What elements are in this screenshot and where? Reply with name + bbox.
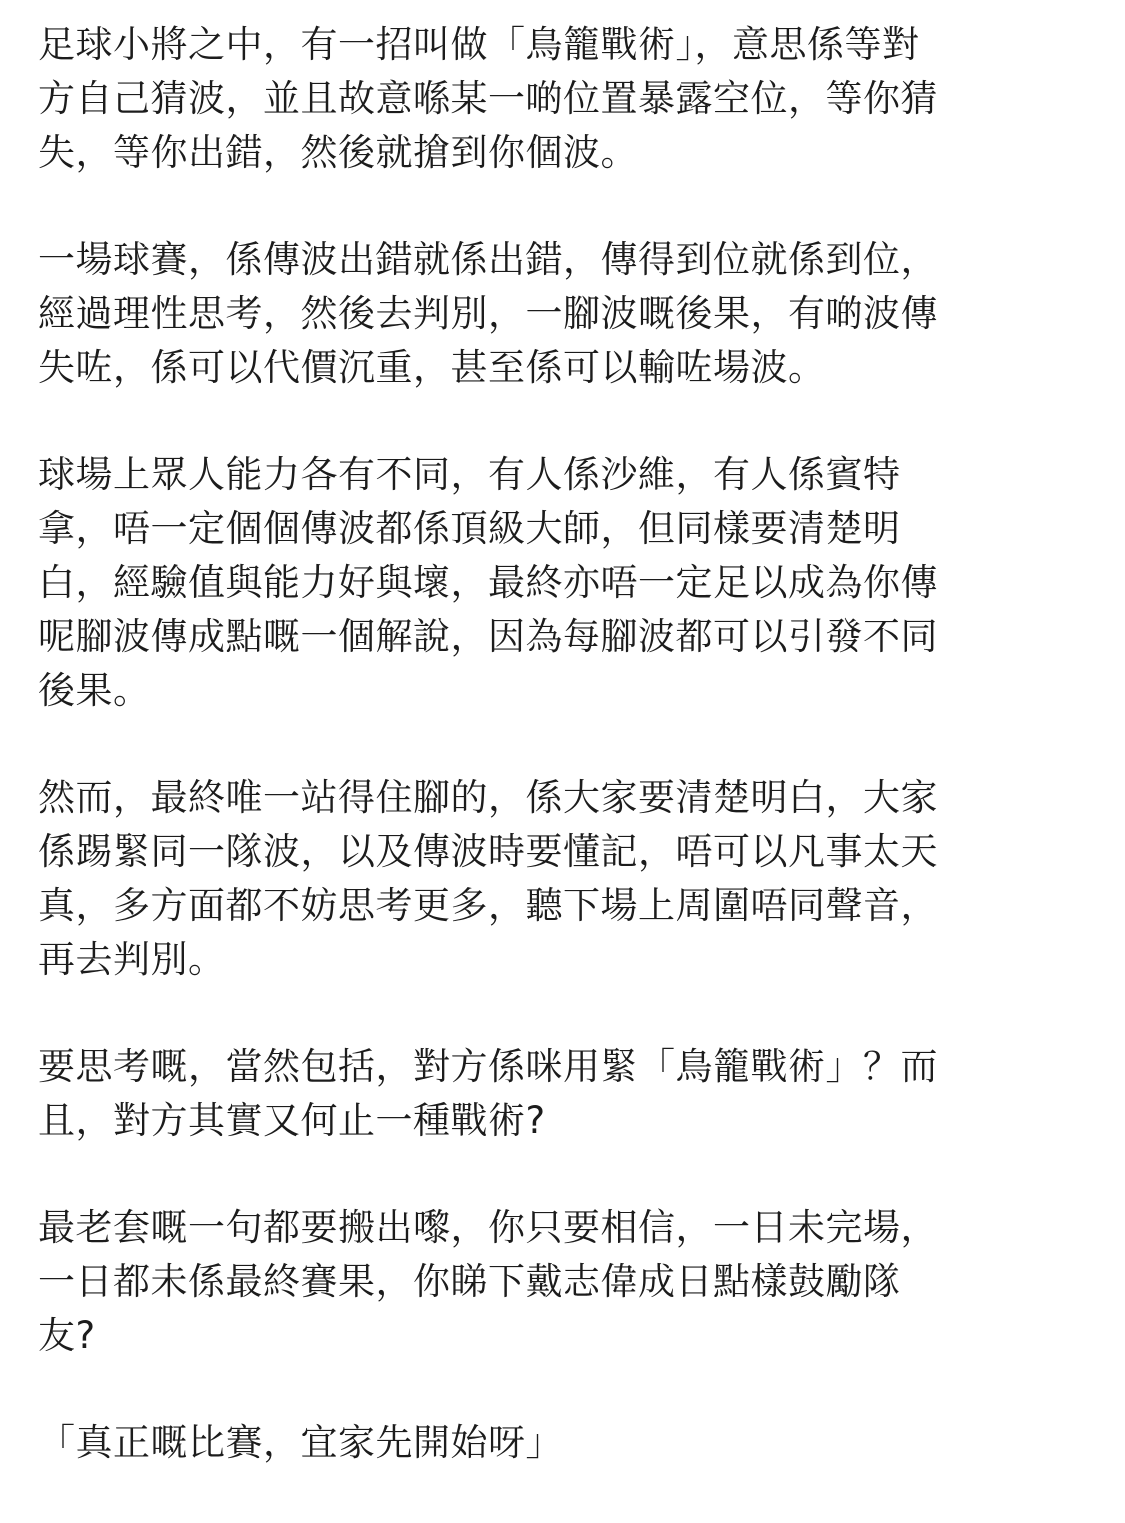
text-line: 友?	[38, 1314, 96, 1357]
text-line: 要思考嘅，當然包括，對方係咪用緊「鳥籠戰術」？而	[38, 1045, 938, 1088]
paragraph-2	[38, 233, 1098, 395]
text-line: 再去判別。	[38, 938, 226, 981]
text-line: 然而，最終唯一站得住腳的，係大家要清楚明白，大家	[38, 776, 938, 819]
text-line: 最老套嘅一句都要搬出嚟，你只要相信，一日未完場，	[38, 1206, 938, 1249]
text-line: 係踢緊同一隊波，以及傳波時要懂記，唔可以凡事太天	[38, 830, 938, 873]
text-line: 白，經驗值與能力好與壞，最終亦唔一定足以成為你傳	[38, 561, 938, 604]
text-line: 足球小將之中，有一招叫做「鳥籠戰術」，意思係等對	[38, 23, 920, 66]
closing-quote: 「真正嘅比賽，宜家先開始呀」	[38, 1421, 563, 1464]
paragraph-5	[38, 1040, 1098, 1148]
text-line: 真，多方面都不妨思考更多，聽下場上周圍唔同聲音，	[38, 884, 938, 927]
text-line: 呢腳波傳成點嘅一個解說，因為每腳波都可以引發不同	[38, 615, 938, 658]
text-line: 經過理性思考，然後去判別，一腳波嘅後果，有啲波傳	[38, 292, 938, 335]
text-line: 一場球賽，係傳波出錯就係出錯，傳得到位就係到位，	[38, 238, 938, 281]
text-line: 方自己猜波，並且故意喺某一啲位置暴露空位，等你猜	[38, 77, 938, 120]
text-line: 一日都未係最終賽果，你睇下戴志偉成日點樣鼓勵隊	[38, 1260, 901, 1303]
text-line: 球場上眾人能力各有不同，有人係沙維，有人係賓特	[38, 453, 901, 496]
text-line: 後果。	[38, 669, 151, 712]
text-line: 失，等你出錯，然後就搶到你個波。	[38, 131, 638, 174]
post-body	[38, 18, 1098, 1523]
paragraph-4	[38, 771, 1098, 987]
paragraph-6	[38, 1201, 1098, 1363]
text-line: 且，對方其實又何止一種戰術?	[38, 1099, 546, 1142]
text-line: 失咗，係可以代價沉重，甚至係可以輸咗場波。	[38, 346, 826, 389]
text-line: 拿，唔一定個個傳波都係頂級大師，但同樣要清楚明	[38, 507, 901, 550]
paragraph-3	[38, 448, 1098, 718]
paragraph-1	[38, 18, 1098, 180]
closing-quote-block	[38, 1416, 1098, 1470]
